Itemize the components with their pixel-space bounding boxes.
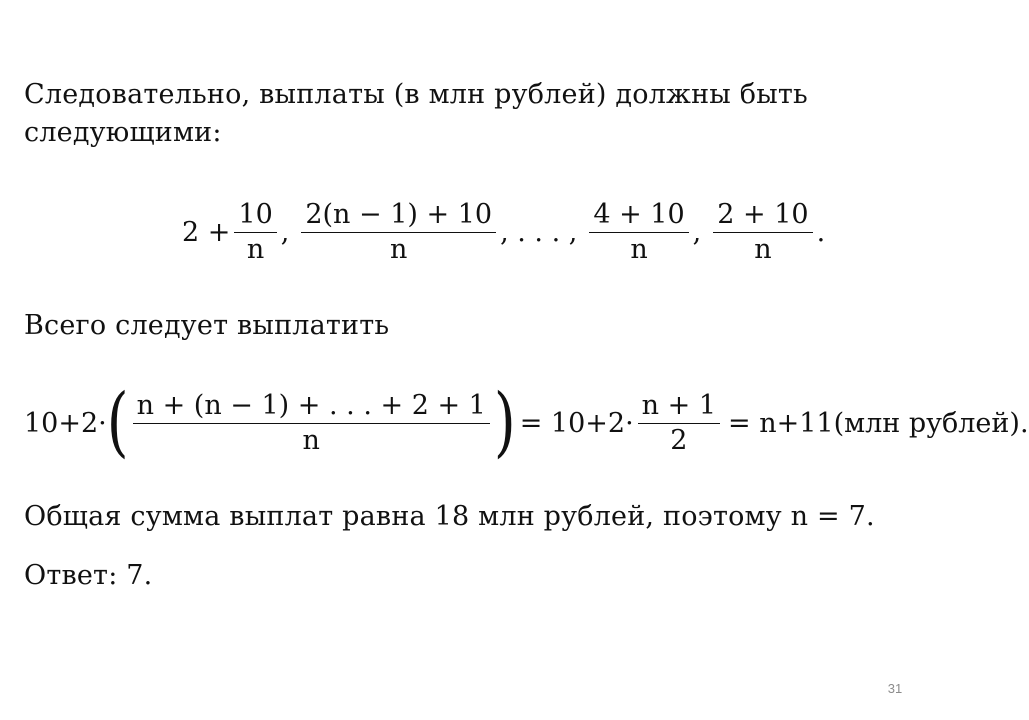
payments-formula bbox=[182, 192, 825, 272]
half-numerator: n + 1 bbox=[641, 389, 717, 421]
half-fraction bbox=[638, 389, 720, 458]
comma-2: , bbox=[692, 216, 702, 248]
total-equation bbox=[24, 378, 1029, 467]
total-intro: Всего следует выплатить bbox=[24, 310, 390, 341]
half-denominator: 2 bbox=[670, 424, 688, 456]
sum-denominator: n bbox=[302, 424, 320, 456]
intro-paragraph bbox=[24, 76, 808, 152]
page-number: 31 bbox=[887, 681, 903, 696]
payment-3-denominator: n bbox=[630, 233, 648, 265]
payment-1-denominator: n bbox=[246, 233, 265, 265]
intro-line-1: Следовательно, выплаты (в млн рублей) должны быть bbox=[24, 79, 808, 110]
payment-2-numerator: 2(n − 1) + 10 bbox=[305, 198, 493, 230]
payment-1-numerator: 10 bbox=[238, 198, 273, 230]
ellipsis: , . . . , bbox=[500, 216, 578, 248]
sum-fraction bbox=[133, 389, 490, 458]
comma-1: , bbox=[280, 216, 290, 248]
sum-numerator: n + (n − 1) + . . . + 2 + 1 bbox=[136, 389, 486, 421]
payment-3-fraction bbox=[589, 198, 688, 267]
right-paren: ) bbox=[493, 378, 516, 467]
payment-1-lead: 2 + bbox=[182, 216, 231, 248]
payment-4-numerator: 2 + 10 bbox=[717, 198, 809, 230]
payment-4-denominator: n bbox=[754, 233, 772, 265]
equation-mid: = 10+2· bbox=[519, 407, 634, 439]
payment-1-fraction bbox=[234, 198, 276, 267]
intro-line-2: следующими: bbox=[24, 117, 222, 148]
answer: Ответ: 7. bbox=[24, 560, 153, 591]
equation-result: = n+11(млн рублей). bbox=[728, 407, 1029, 439]
payment-3-numerator: 4 + 10 bbox=[593, 198, 685, 230]
period: . bbox=[816, 216, 826, 248]
payment-4-fraction bbox=[713, 198, 812, 267]
equation-lead: 10+2· bbox=[24, 407, 107, 439]
left-paren: ( bbox=[106, 378, 129, 467]
payment-2-fraction bbox=[301, 198, 496, 267]
sum-statement: Общая сумма выплат равна 18 млн рублей, поэтому n = 7. bbox=[24, 501, 875, 532]
payment-2-denominator: n bbox=[390, 233, 408, 265]
